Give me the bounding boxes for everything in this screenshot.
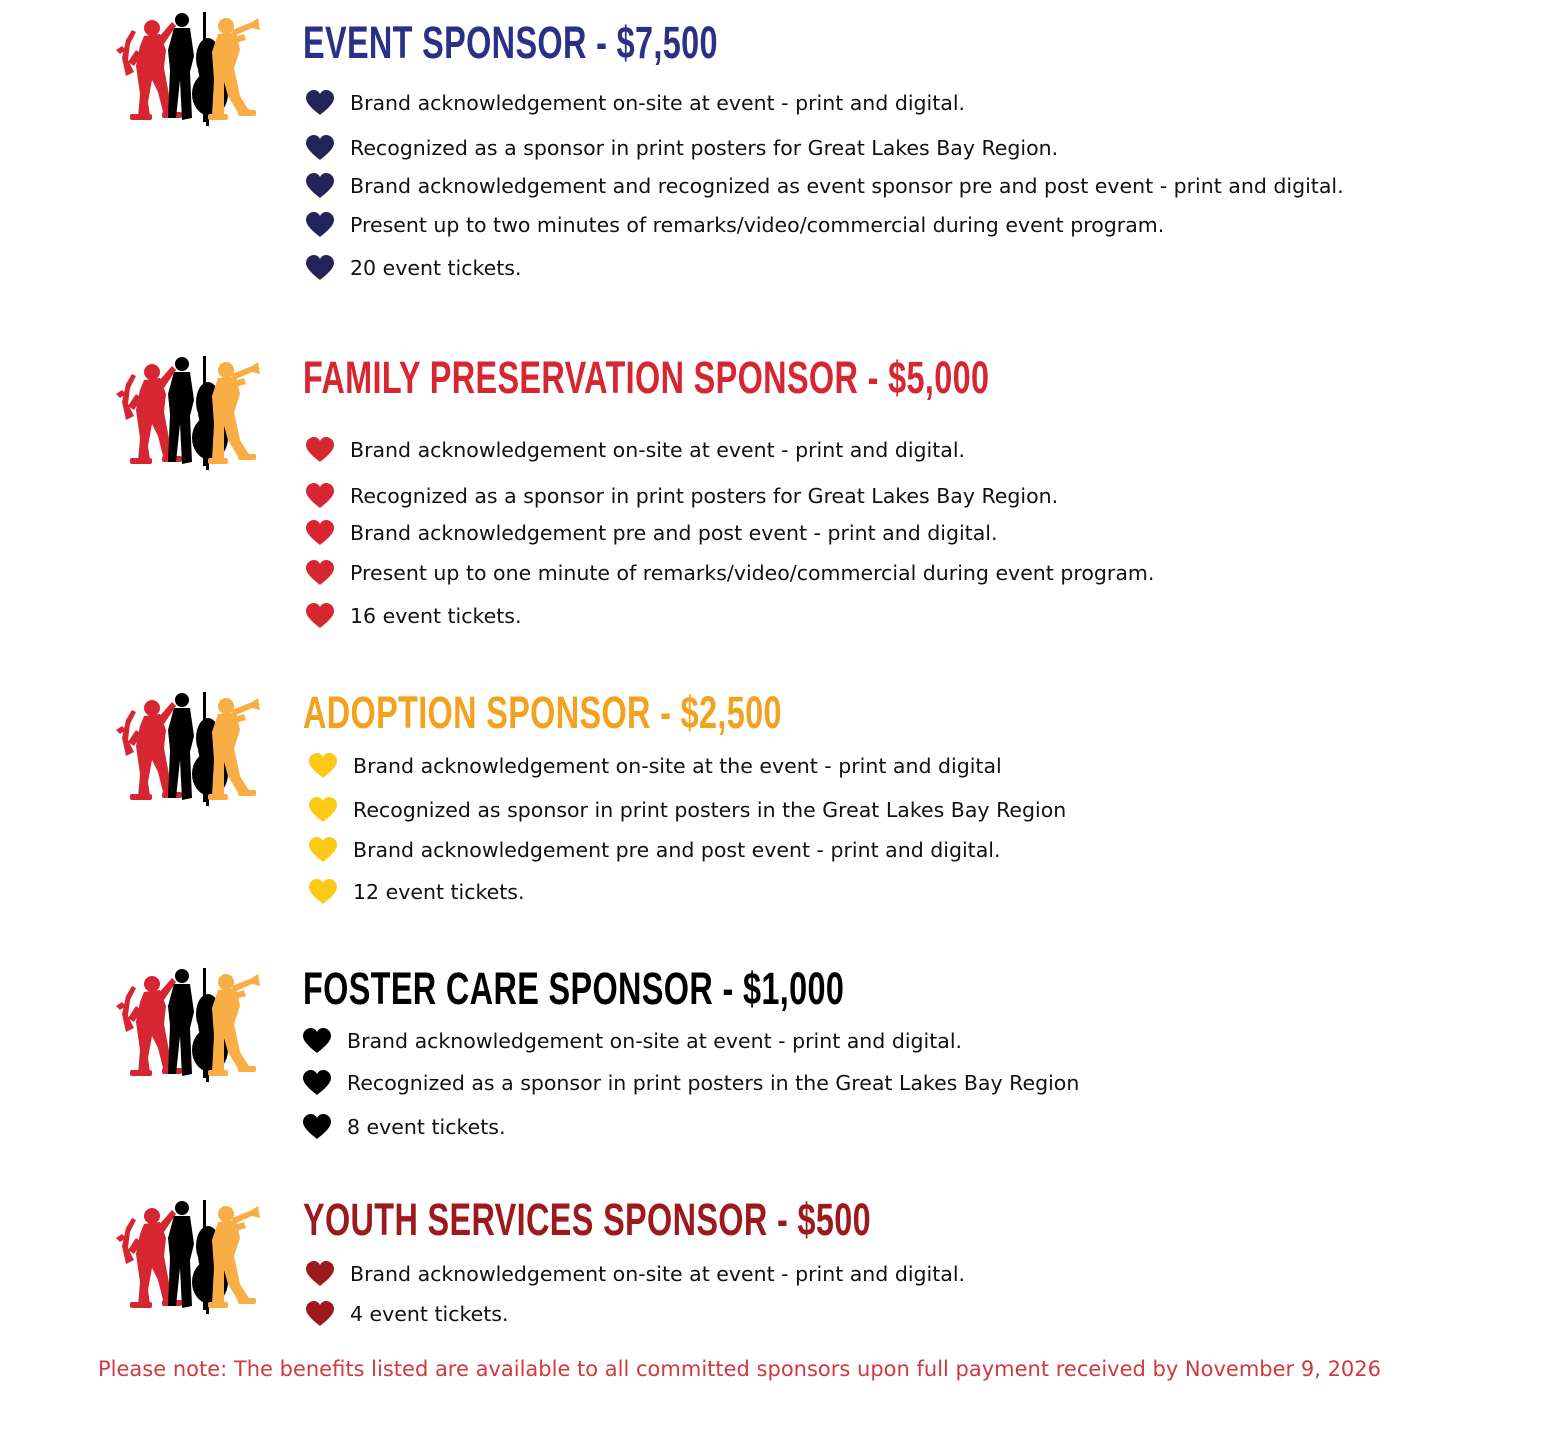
heart-icon bbox=[308, 797, 338, 823]
heart-icon bbox=[305, 1301, 335, 1327]
benefit-text: Brand acknowledgement on-site at event - print and digital. bbox=[350, 438, 966, 462]
heart-icon bbox=[305, 520, 335, 546]
heart-icon bbox=[308, 753, 338, 779]
heart-icon bbox=[308, 837, 338, 863]
heart-icon bbox=[302, 1028, 332, 1054]
tier-title: EVENT SPONSOR - $7,500 bbox=[303, 17, 718, 68]
benefit-text: Recognized as a sponsor in print posters for Great Lakes Bay Region. bbox=[350, 484, 1059, 508]
benefit-text: Brand acknowledgement on-site at event - print and digital. bbox=[350, 1262, 966, 1286]
tier-title: FAMILY PRESERVATION SPONSOR - $5,000 bbox=[303, 352, 990, 403]
benefit-text: Present up to two minutes of remarks/video/commercial during event program. bbox=[350, 213, 1165, 237]
benefit-text: 12 event tickets. bbox=[353, 880, 525, 904]
jazz-musicians-icon bbox=[112, 966, 260, 1084]
benefit-text: Recognized as a sponsor in print posters in the Great Lakes Bay Region bbox=[347, 1071, 1080, 1095]
heart-icon bbox=[305, 135, 335, 161]
benefit-text: Brand acknowledgement on-site at event - print and digital. bbox=[350, 91, 966, 115]
benefit-text: Recognized as sponsor in print posters in the Great Lakes Bay Region bbox=[353, 798, 1067, 822]
jazz-musicians-icon bbox=[112, 10, 260, 128]
heart-icon bbox=[305, 173, 335, 199]
benefit-text: 8 event tickets. bbox=[347, 1115, 506, 1139]
heart-icon bbox=[305, 212, 335, 238]
benefit-text: Recognized as a sponsor in print posters for Great Lakes Bay Region. bbox=[350, 136, 1059, 160]
benefit-text: 16 event tickets. bbox=[350, 604, 522, 628]
heart-icon bbox=[305, 483, 335, 509]
heart-icon bbox=[302, 1114, 332, 1140]
payment-note: Please note: The benefits listed are available to all committed sponsors upon full payment received by November 9, 2026 bbox=[98, 1357, 1382, 1381]
heart-icon bbox=[305, 1261, 335, 1287]
heart-icon bbox=[305, 603, 335, 629]
heart-icon bbox=[305, 90, 335, 116]
benefit-text: 4 event tickets. bbox=[350, 1302, 509, 1326]
jazz-musicians-icon bbox=[112, 1198, 260, 1316]
tier-title: ADOPTION SPONSOR - $2,500 bbox=[303, 687, 782, 738]
jazz-musicians-icon bbox=[112, 690, 260, 808]
jazz-musicians-icon bbox=[112, 354, 260, 472]
benefit-text: Brand acknowledgement and recognized as event sponsor pre and post event - print and digital. bbox=[350, 174, 1344, 198]
benefit-text: Brand acknowledgement pre and post event - print and digital. bbox=[353, 838, 1001, 862]
benefit-text: Present up to one minute of remarks/video/commercial during event program. bbox=[350, 561, 1155, 585]
benefit-text: 20 event tickets. bbox=[350, 256, 522, 280]
benefit-text: Brand acknowledgement on-site at event - print and digital. bbox=[347, 1029, 963, 1053]
heart-icon bbox=[305, 437, 335, 463]
heart-icon bbox=[305, 255, 335, 281]
benefit-text: Brand acknowledgement on-site at the event - print and digital bbox=[353, 754, 1002, 778]
heart-icon bbox=[305, 560, 335, 586]
benefit-text: Brand acknowledgement pre and post event - print and digital. bbox=[350, 521, 998, 545]
heart-icon bbox=[302, 1070, 332, 1096]
heart-icon bbox=[308, 879, 338, 905]
tier-title: FOSTER CARE SPONSOR - $1,000 bbox=[303, 963, 845, 1014]
tier-title: YOUTH SERVICES SPONSOR - $500 bbox=[303, 1194, 872, 1245]
